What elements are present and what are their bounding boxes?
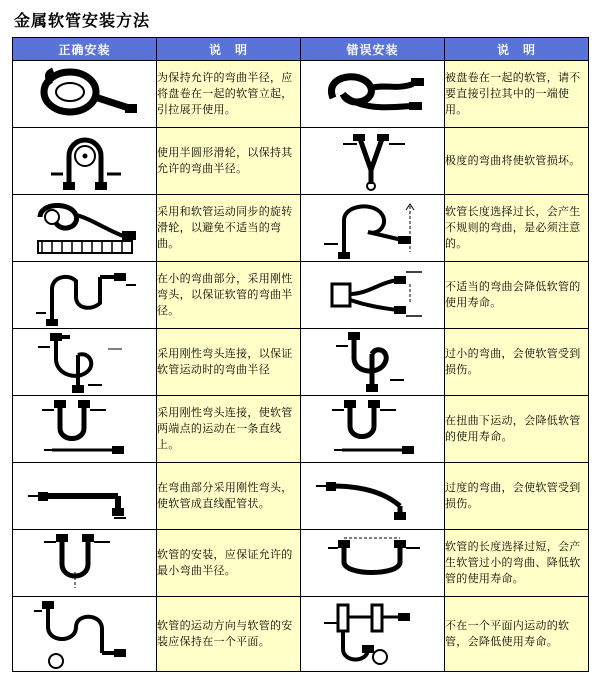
row-note: 不在一个平面内运动的软管，会降低使用寿命。	[445, 597, 589, 672]
table-row	[13, 396, 589, 463]
row-note: 过小的弯曲，会使软管受到损伤。	[445, 329, 589, 396]
table-header-row	[13, 38, 589, 61]
header-wrong-install: 错误安装	[301, 38, 445, 61]
table-row	[13, 329, 589, 396]
straight-line-motion-correct-icon	[13, 396, 157, 463]
table-row	[13, 61, 589, 128]
row-note: 软管的安装，应保证允许的最小弯曲半径。	[157, 530, 301, 597]
row-note: 使用半圆形滑轮，以保持其允许的弯曲半径。	[157, 128, 301, 195]
row-note: 在弯曲部分采用刚性弯头，使软管成直线配管状。	[157, 463, 301, 530]
torsion-motion-wrong-icon	[301, 396, 445, 463]
table-row	[13, 463, 589, 530]
rotating-pulley-correct-icon	[13, 195, 157, 262]
table-row	[13, 262, 589, 329]
installation-methods-table	[12, 37, 589, 672]
coiled-hose-correct-icon	[13, 61, 157, 128]
row-note: 被盘卷在一起的软管，请不要直接引拉其中的一端使用。	[445, 61, 589, 128]
table-row	[13, 597, 589, 672]
table-row	[13, 128, 589, 195]
row-note: 软管长度选择过长，会产生不规则的弯曲，是必须注意的。	[445, 195, 589, 262]
coiled-hose-wrong-icon	[301, 61, 445, 128]
row-note: 极度的弯曲将使软管损坏。	[445, 128, 589, 195]
row-note: 采用刚性弯头连接，以保证软管运动时的弯曲半径	[157, 329, 301, 396]
too-long-hose-wrong-icon	[301, 530, 445, 597]
row-note: 软管的运动方向与软管的安装应保持在一个平面。	[157, 597, 301, 672]
row-note: 在扭曲下运动，会降低软管的使用寿命。	[445, 396, 589, 463]
page-title: 金属软管安装方法	[14, 11, 151, 30]
row-note: 在小的弯曲部分，采用刚性弯头，以保证软管的弯曲半径。	[157, 262, 301, 329]
row-note: 过度的弯曲，会使软管受到损伤。	[445, 463, 589, 530]
header-correct-install: 正确安装	[13, 38, 157, 61]
row-note: 不适当的弯曲会降低软管的使用寿命。	[445, 262, 589, 329]
rigid-elbow-connection-correct-icon	[13, 329, 157, 396]
row-note: 软管的长度选择过短，会产生软管过小的弯曲、降低软管的使用寿命。	[445, 530, 589, 597]
row-note: 采用刚性弯头连接，使软管两端点的运动在一条直线上。	[157, 396, 301, 463]
rigid-elbow-small-bend-correct-icon	[13, 262, 157, 329]
same-plane-motion-correct-icon	[13, 597, 157, 672]
sharp-bend-wrong-icon	[301, 128, 445, 195]
too-small-bend-wrong-icon	[301, 329, 445, 396]
min-bend-radius-correct-icon	[13, 530, 157, 597]
long-hose-irregular-wrong-icon	[301, 195, 445, 262]
table-row	[13, 195, 589, 262]
semicircle-guide-correct-icon	[13, 128, 157, 195]
header-correct-note: 说 明	[157, 38, 301, 61]
excessive-bend-wrong-icon	[301, 463, 445, 530]
out-of-plane-motion-wrong-icon	[301, 597, 445, 672]
table-row	[13, 530, 589, 597]
row-note: 为保持允许的弯曲半径，应将盘卷在一起的软管立起，引拉展开使用。	[157, 61, 301, 128]
improper-bend-wrong-icon	[301, 262, 445, 329]
straight-pipe-elbow-correct-icon	[13, 463, 157, 530]
header-wrong-note: 说 明	[445, 38, 589, 61]
row-note: 采用和软管运动同步的旋转滑轮，以避免不适当的弯曲。	[157, 195, 301, 262]
